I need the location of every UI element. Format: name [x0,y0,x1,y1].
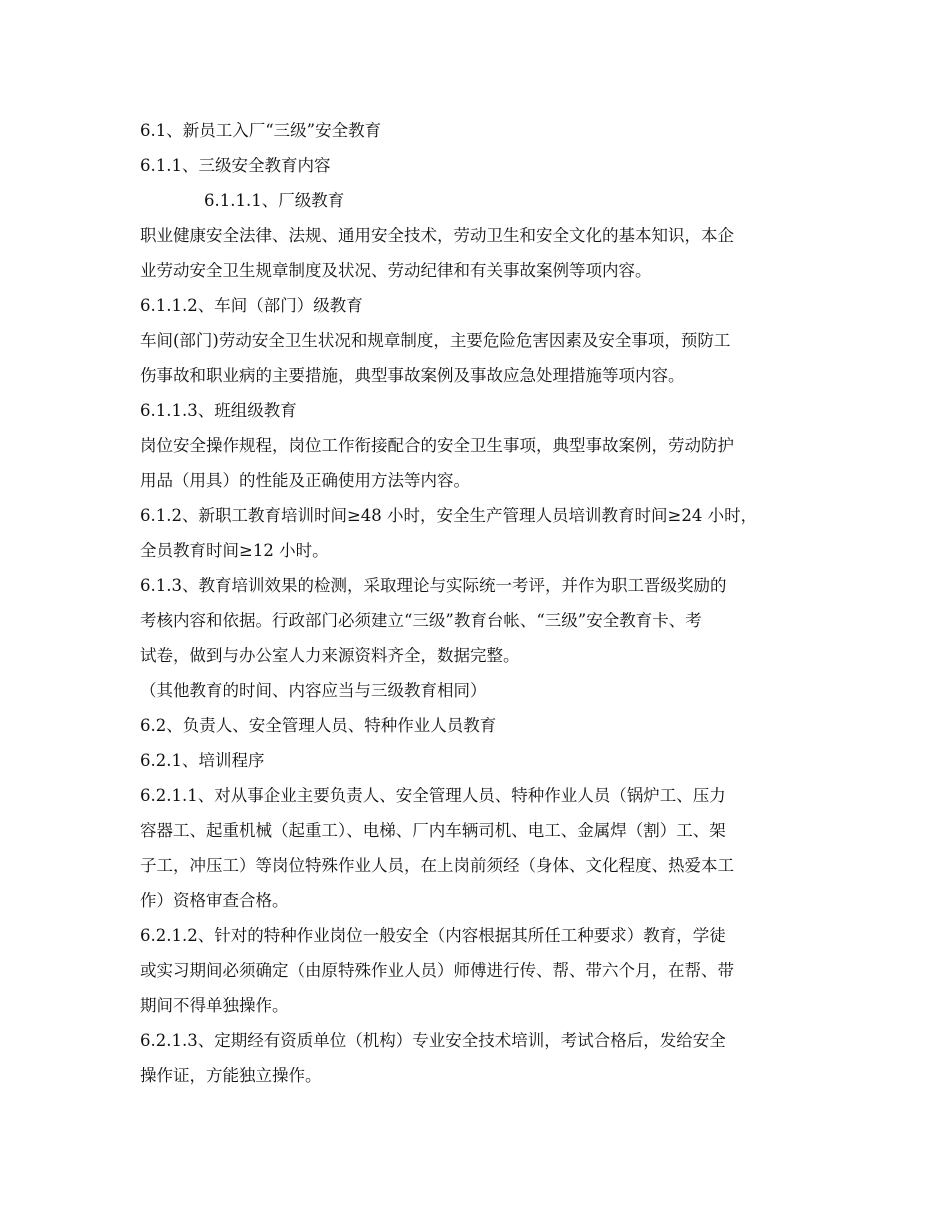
document-line: 子工，冲压工）等岗位特殊作业人员，在上岗前须经（身体、文化程度、热爱本工 [140,856,734,875]
document-line: 期间不得单独操作。 [140,996,289,1015]
document-line: 6.1.2、新职工教育培训时间≥48 小时，安全生产管理人员培训教育时间≥24 小时， [140,506,758,525]
document-line: （其他教育的时间、内容应当与三级教育相同） [140,681,487,700]
document-line: 伤事故和职业病的主要措施，典型事故案例及事故应急处理措施等项内容。 [140,366,685,385]
document-line: 或实习期间必须确定（由原特殊作业人员）师傅进行传、帮、带六个月，在帮、带 [140,961,734,980]
document-line: 6.2、负责人、安全管理人员、特种作业人员教育 [140,716,497,735]
document-line: 6.2.1.2、针对的特种作业岗位一般安全（内容根据其所任工种要求）教育，学徒 [140,926,726,945]
document-line: 6.1、新员工入厂“三级”安全教育 [140,121,382,140]
document-line: 6.2.1、培训程序 [140,751,265,770]
document-line: 容器工、起重机械（起重工）、电梯、厂内车辆司机、电工、金属焊（割）工、架 [140,821,726,840]
document-line: 车间(部门)劳动安全卫生状况和规章制度，主要危险危害因素及安全事项，预防工 [140,331,731,350]
document-line: 考核内容和依据。行政部门必须建立“三级”教育台帐、“三级”安全教育卡、考 [140,611,702,630]
document-line: 业劳动安全卫生规章制度及状况、劳动纪律和有关事故案例等项内容。 [140,261,652,280]
document-line: 操作证，方能独立操作。 [140,1066,322,1085]
document-line: 职业健康安全法律、法规、通用安全技术，劳动卫生和安全文化的基本知识，本企 [140,226,734,245]
document-line: 作）资格审查合格。 [140,891,289,910]
document-line: 岗位安全操作规程，岗位工作衔接配合的安全卫生事项，典型事故案例，劳动防护 [140,436,734,455]
document-line: 用品（用具）的性能及正确使用方法等内容。 [140,471,470,490]
document-line: 6.1.1、三级安全教育内容 [140,156,331,175]
document-line: 6.2.1.3、定期经有资质单位（机构）专业安全技术培训，考试合格后，发给安全 [140,1031,726,1050]
document-line: 6.1.1.3、班组级教育 [140,401,297,420]
document-line: 6.1.3、教育培训效果的检测，采取理论与实际统一考评，并作为职工晋级奖励的 [140,576,727,595]
document-line: 全员教育时间≥12 小时。 [140,541,329,560]
document-line: 6.1.1.2、车间（部门）级教育 [140,296,363,315]
document-line: 6.2.1.1、对从事企业主要负责人、安全管理人员、特种作业人员（锅炉工、压力 [140,786,726,805]
document-line: 6.1.1.1、厂级教育 [204,191,345,210]
document-line: 试卷，做到与办公室人力来源资料齐全，数据完整。 [140,646,520,665]
document-page [140,113,816,1093]
